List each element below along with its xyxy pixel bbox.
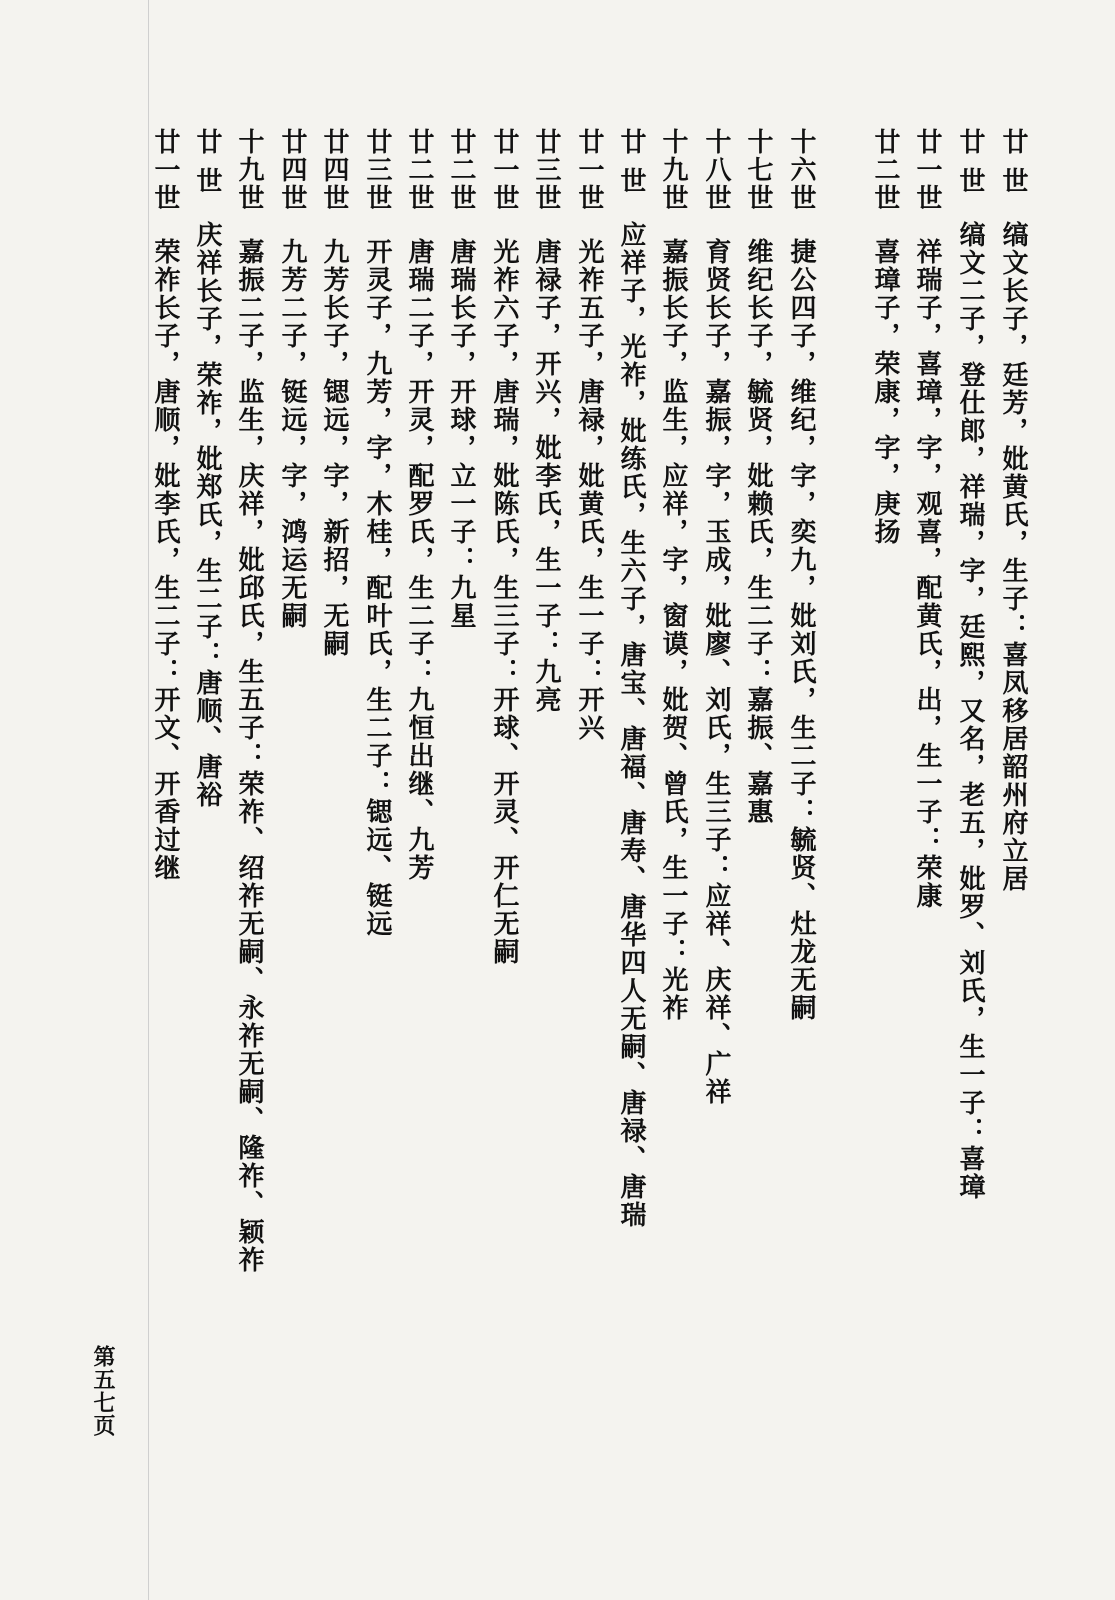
genealogy-entry (232, 128, 266, 1274)
genealogy-entry (699, 128, 733, 1106)
genealogy-entry (614, 128, 648, 1229)
generation-label: 廿一世 (489, 128, 519, 212)
generation-label: 十七世 (743, 128, 773, 212)
generation-label: 廿 世 (616, 128, 646, 196)
genealogy-entry (529, 128, 563, 714)
entry-text: 唐禄子，开兴，妣李氏，生一子：九亮 (531, 238, 561, 714)
generation-label: 廿四世 (319, 128, 349, 212)
generation-label: 廿三世 (531, 128, 561, 212)
generation-label: 廿 世 (192, 128, 222, 196)
entry-text: 唐瑞二子，开灵，配罗氏，生二子：九恒出继、九芳 (404, 238, 434, 882)
genealogy-entry (656, 128, 690, 1022)
entry-text: 喜璋子，荣康，字，庚扬 (870, 238, 900, 546)
genealogy-entry (360, 128, 394, 938)
genealogy-entry (402, 128, 436, 882)
entry-text: 嘉振二子，监生，庆祥，妣邱氏，生五子：荣祚、绍祚无嗣、永祚无嗣、隆祚、颖祚 (234, 238, 264, 1274)
genealogy-entry (487, 128, 521, 966)
entry-text: 捷公四子，维纪，字，奕九，妣刘氏，生二子：毓贤、灶龙无嗣 (786, 238, 816, 1022)
entry-text: 九芳二子，铤远，字，鸿运无嗣 (277, 238, 307, 630)
generation-label: 廿二世 (404, 128, 434, 212)
genealogy-entry (190, 128, 224, 809)
generation-label: 廿一世 (912, 128, 942, 212)
entry-text: 庆祥长子，荣祚，妣郑氏，生二子：唐顺、唐裕 (192, 221, 222, 810)
entry-text: 缟文长子，廷芳，妣黄氏，生子：喜凤移居韶州府立居 (998, 221, 1028, 894)
entry-text: 嘉振长子，监生，应祥，字，窗谟，妣贺、曾氏，生一子：光祚 (658, 238, 688, 1022)
genealogy-entry (148, 128, 182, 882)
generation-label: 廿二世 (870, 128, 900, 212)
genealogy-entry (444, 128, 478, 630)
genealogy-entry (868, 128, 902, 546)
entry-text: 唐瑞长子，开球，立一子：九星 (446, 238, 476, 630)
generation-label: 十八世 (701, 128, 731, 212)
entry-text: 维纪长子，毓贤，妣赖氏，生二子：嘉振、嘉惠 (743, 238, 773, 826)
genealogy-entry (910, 128, 944, 910)
entry-text: 祥瑞子，喜璋，字，观喜，配黄氏，出，生一子：荣康 (912, 238, 942, 910)
generation-label: 十九世 (234, 128, 264, 212)
genealogy-entry (572, 128, 606, 742)
generation-label: 廿 世 (955, 128, 985, 196)
entry-text: 光祚六子，唐瑞，妣陈氏，生三子：开球、开灵、开仁无嗣 (489, 238, 519, 966)
generation-label: 廿 世 (998, 128, 1028, 196)
genealogy-entry (317, 128, 351, 658)
entry-text: 缟文二子，登仕郎，祥瑞，字，廷熙，又名，老五，妣罗、刘氏，生一子：喜璋 (955, 221, 985, 1202)
entry-text: 光祚五子，唐禄，妣黄氏，生一子：开兴 (574, 238, 604, 742)
genealogy-entry (275, 128, 309, 630)
entry-text: 九芳长子，锶远，字，新招，无嗣 (319, 238, 349, 658)
generation-label: 廿一世 (574, 128, 604, 212)
genealogy-entry (996, 128, 1030, 893)
generation-label: 廿四世 (277, 128, 307, 212)
genealogy-entry (741, 128, 775, 826)
entry-text: 育贤长子，嘉振，字，玉成，妣廖、刘氏，生三子：应祥、庆祥、广祥 (701, 238, 731, 1106)
entry-text: 荣祚长子，唐顺，妣李氏，生二子：开文、开香过继 (150, 238, 180, 882)
page-number: 第五七页 (90, 1345, 116, 1437)
entry-text: 应祥子，光祚，妣练氏，生六子，唐宝、唐福、唐寿、唐华四人无嗣、唐禄、唐瑞 (616, 221, 646, 1230)
generation-label: 廿一世 (150, 128, 180, 212)
generation-label: 廿二世 (446, 128, 476, 212)
generation-label: 十六世 (786, 128, 816, 212)
genealogy-entry (953, 128, 987, 1201)
generation-label: 廿三世 (362, 128, 392, 212)
generation-label: 十九世 (658, 128, 688, 212)
entry-text: 开灵子，九芳，字，木桂，配叶氏，生二子：锶远、铤远 (362, 238, 392, 938)
genealogy-entry (784, 128, 818, 1022)
